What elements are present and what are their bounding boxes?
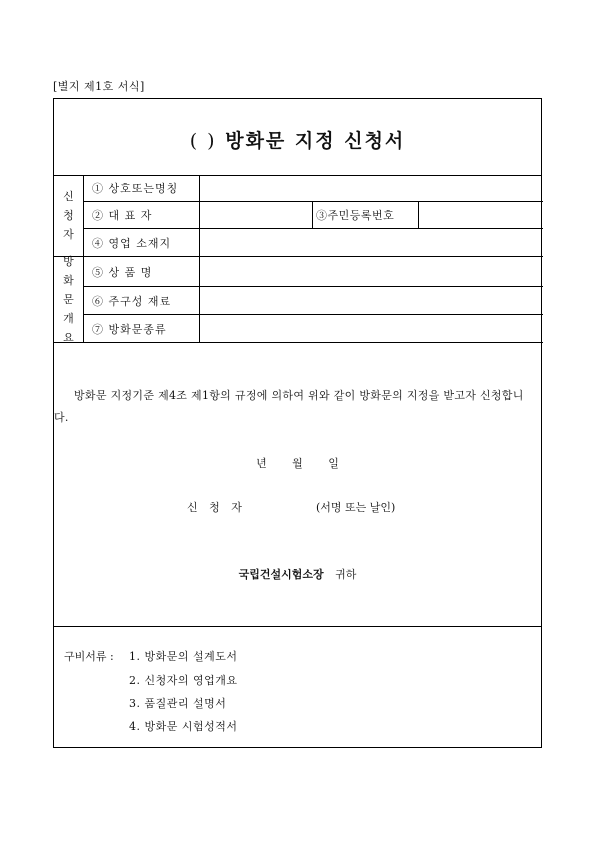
required-doc-item: 2. 신청자의 영업개요 xyxy=(129,674,238,687)
business-location-value[interactable] xyxy=(200,229,543,256)
product-name-label: ⑤ 상 품 명 xyxy=(84,257,200,286)
company-name-label: ① 상호또는명칭 xyxy=(84,175,200,201)
required-docs-heading: 구비서류 : xyxy=(64,650,114,663)
addressee-suffix: 귀하 xyxy=(335,568,357,581)
door-type-label: ⑦ 방화문종류 xyxy=(84,315,200,342)
representative-label: ② 대 표 자 xyxy=(84,202,200,228)
company-name-value[interactable] xyxy=(200,175,543,201)
title-row xyxy=(54,99,541,176)
section-char: 신 xyxy=(63,190,74,203)
table-row xyxy=(84,175,543,202)
product-name-value[interactable] xyxy=(200,257,543,286)
table-row xyxy=(84,287,543,315)
required-doc-item: 4. 방화문 시험성적서 xyxy=(129,720,238,733)
form-number-label: [별지 제1호 서식] xyxy=(53,80,145,93)
table-row xyxy=(84,315,543,343)
main-material-value[interactable] xyxy=(200,287,543,314)
table-row xyxy=(84,257,543,287)
section-char: 문 xyxy=(63,293,74,306)
title-blank-parenthesis: ( ) xyxy=(189,130,217,152)
section-char: 자 xyxy=(63,228,74,241)
main-material-label: ⑥ 주구성 재료 xyxy=(84,287,200,314)
required-doc-item: 3. 품질관리 설명서 xyxy=(129,697,227,710)
title-text: 방화문 지정 신청서 xyxy=(225,130,406,152)
addressee-name: 국립건설시험소장 xyxy=(238,568,324,581)
resident-number-value[interactable] xyxy=(419,202,543,228)
resident-number-label: ③주민등록번호 xyxy=(313,202,419,228)
table-row xyxy=(84,202,543,229)
business-location-label: ④ 영업 소재지 xyxy=(84,229,200,256)
addressee xyxy=(54,566,541,582)
applicant-label: 신 청 자 xyxy=(187,501,246,514)
section-char: 청 xyxy=(63,209,74,222)
door-type-value[interactable] xyxy=(200,315,543,342)
section-char: 요 xyxy=(63,331,74,344)
section-door-overview xyxy=(54,257,84,343)
date-line: 년 월 일 xyxy=(256,457,339,470)
divider xyxy=(54,626,541,627)
signature-label: (서명 또는 날인) xyxy=(316,501,396,514)
application-statement: 방화문 지정기준 제4조 제1항의 규정에 의하여 위와 같이 방화문의 지정을 받고자 신청합니다. xyxy=(54,389,524,424)
representative-value[interactable] xyxy=(200,202,313,228)
section-char: 방 xyxy=(63,255,74,268)
application-form xyxy=(53,98,542,748)
section-char: 개 xyxy=(63,312,74,325)
form-title xyxy=(54,126,541,153)
required-doc-item: 1. 방화문의 설계도서 xyxy=(129,650,238,663)
table-row xyxy=(84,229,543,257)
section-char: 화 xyxy=(63,274,74,287)
section-applicant xyxy=(54,175,84,257)
